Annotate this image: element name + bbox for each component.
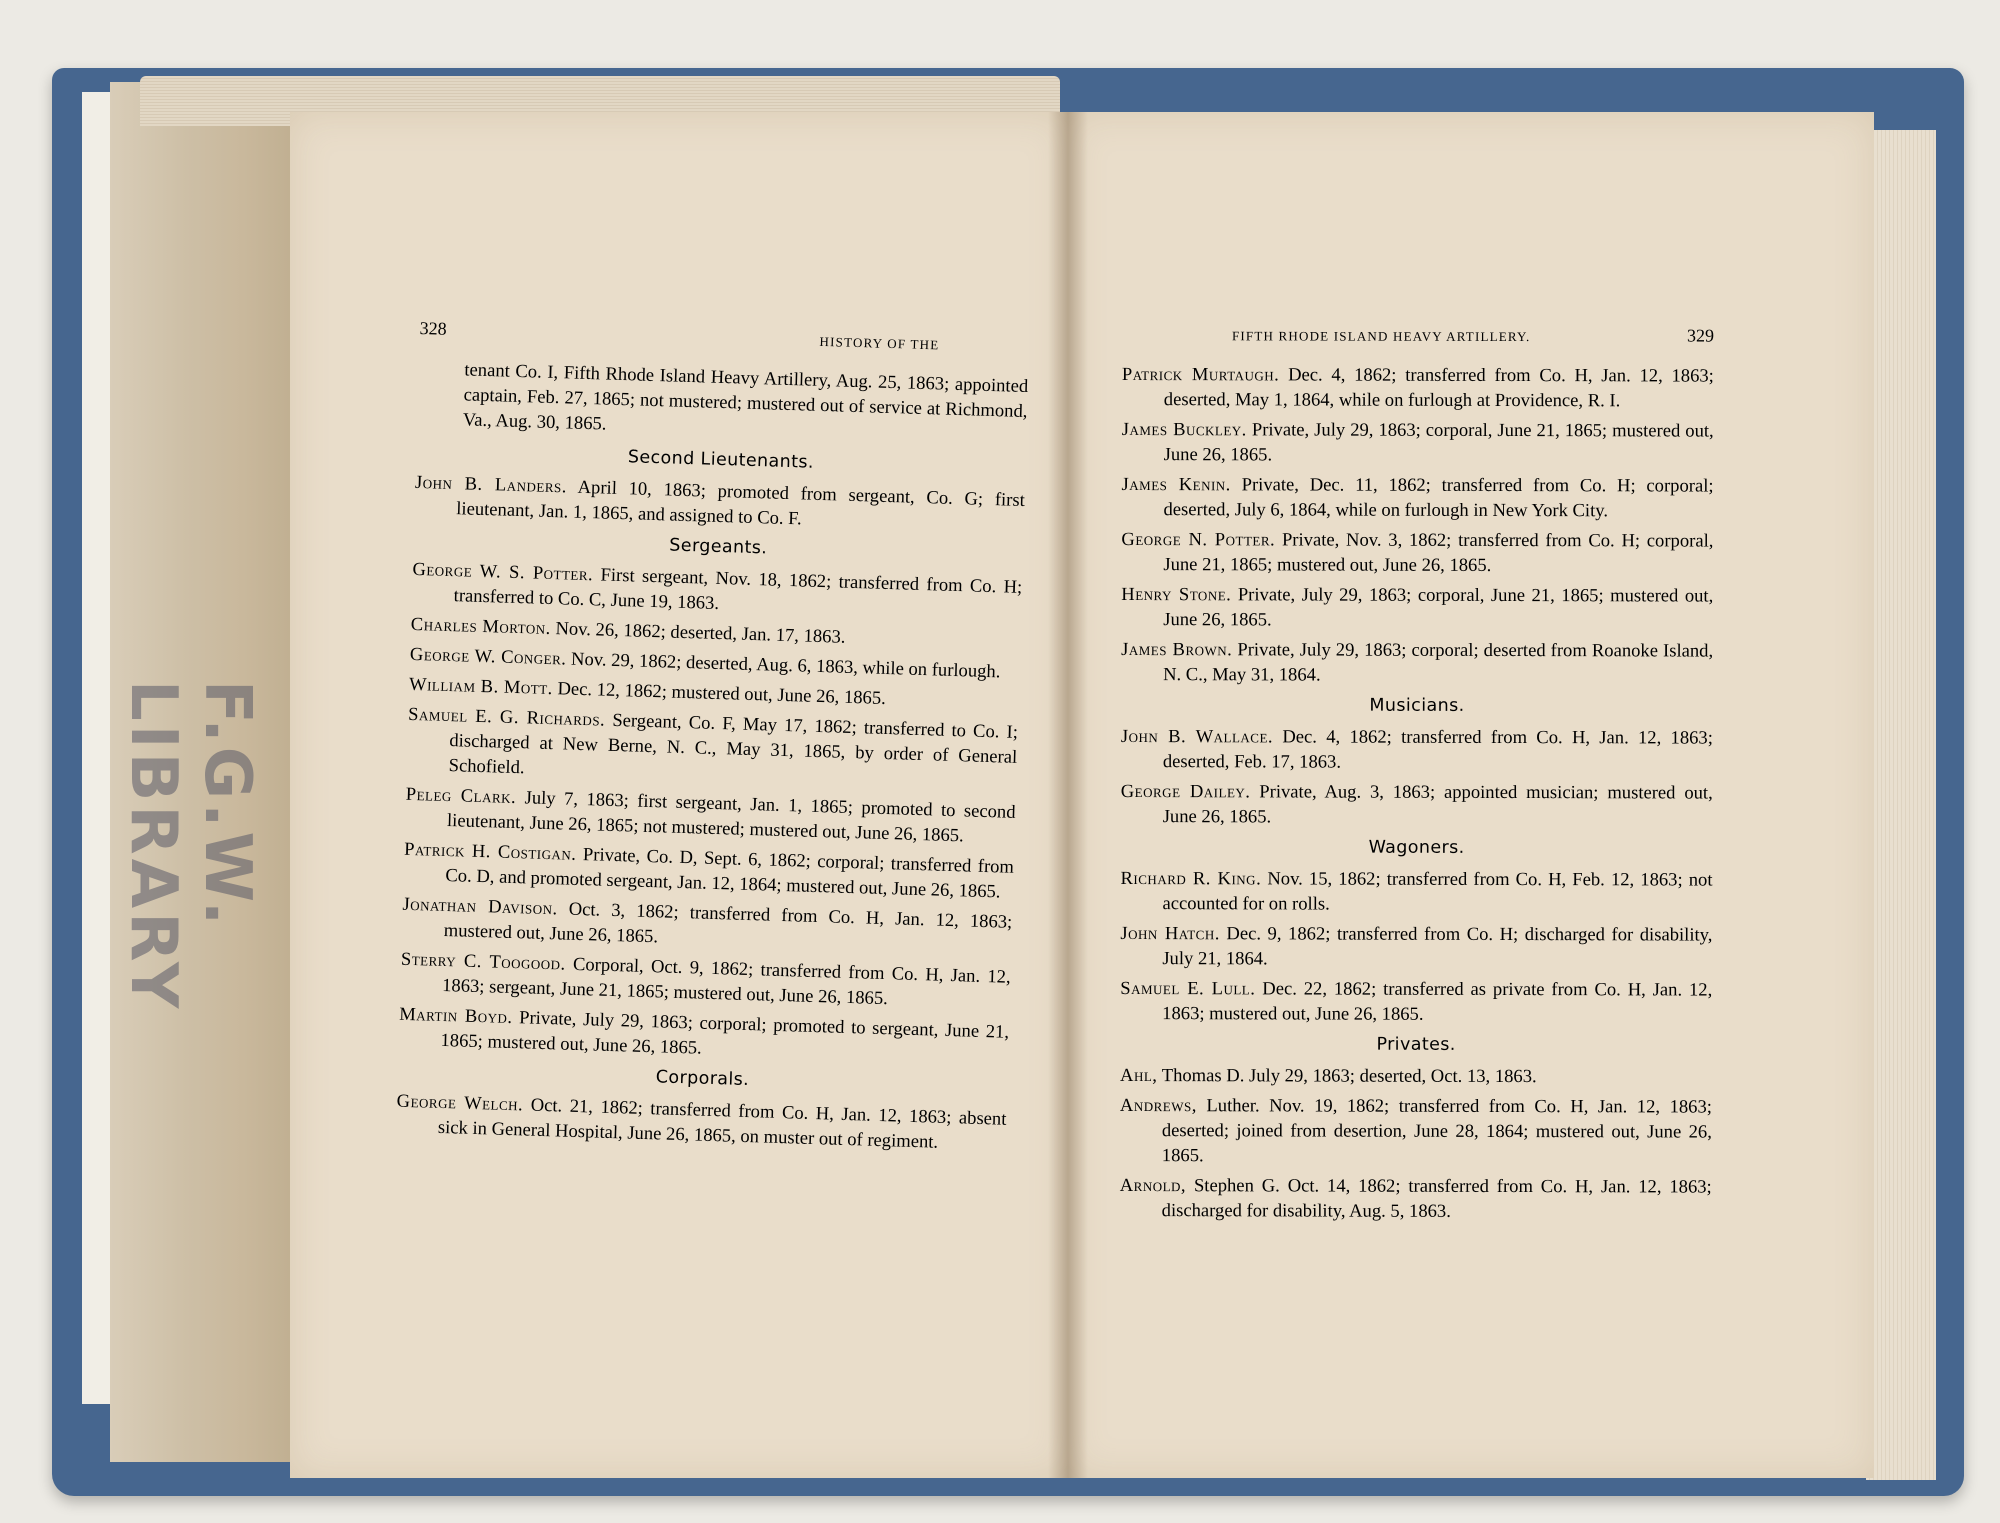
roster-entry: Peleg Clark. July 7, 1863; first sergeant, Jan. 1, 1865; promoted to second lieutenant, June 26, 1865; not mustered; mustered out, June 26, 1865. [405,783,1016,847]
section-heading-sergeants: Sergeants. [669,535,768,559]
section-heading-wagoners: Wagoners. [1368,837,1465,858]
section-heading-privates: Privates. [1376,1034,1456,1055]
roster-entry: John B. Wallace. Dec. 4, 1862; transferred from Co. H, Jan. 12, 1863; deserted, Feb. 17, 1863. [1120,725,1713,773]
page-edges-right [1866,130,1936,1480]
roster-entry: George W. S. Potter. First sergeant, Nov. 18, 1862; transferred from Co. H; transferred to Co. C, June 19, 1863. [412,558,1023,614]
roster-entry: James Buckley. Private, July 29, 1863; corporal, June 21, 1865; mustered out, June 26, 1865. [1121,418,1714,466]
right-running-head [1122,322,1714,350]
section-heading-corporals: Corporals. [655,1067,750,1091]
book-gutter [1048,112,1088,1478]
section-heading-second-lieutenants: Second Lieutenants. [627,447,815,473]
roster-entry: Samuel E. G. Richards. Sergeant, Co. F, May 17, 1862; transferred to Co. I; discharged at New Berne, N. C., May 31, 1865, by order of General Schofield. [407,703,1019,779]
section-heading-musicians: Musicians. [1369,695,1465,716]
page-number-right: 329 [1686,325,1714,346]
continuation-text: tenant Co. I, Fifth Rhode Island Heavy Artillery, Aug. 25, 1863; appointed captain, Feb. 27, 1865; not mustered; mustered out of service at Richmond, Va., Aug. 30, 1865. [462,359,1029,435]
roster-entry: John Hatch. Dec. 9, 1862; transferred from Co. H; discharged for disability, July 21, 1864. [1120,922,1713,970]
right-page-text [1120,322,1714,1230]
roster-entry: George Dailey. Private, Aug. 3, 1863; appointed musician; mustered out, June 26, 1865. [1120,780,1713,828]
roster-entry: James Brown. Private, July 29, 1863; corporal; deserted from Roanoke Island, N. C., May 31, 1864. [1121,638,1714,686]
roster-entry: Martin Boyd. Private, July 29, 1863; corporal; promoted to sergeant, June 21, 1865; mustered out, June 26, 1865. [398,1003,1010,1059]
roster-entry: John B. Landers. April 10, 1863; promoted from sergeant, Co. G; first lieutenant, Jan. 1, 1865, and assigned to Co. F. [414,471,1026,530]
running-head-left: HISTORY OF THE [819,333,940,353]
roster-entry: Andrews, Luther. Nov. 19, 1862; transferred from Co. H, Jan. 12, 1863; deserted; joined from desertion, June 28, 1864; mustered out, June 26, 1865. [1119,1094,1712,1167]
roster-entry: James Kenin. Private, Dec. 11, 1862; transferred from Co. H; corporal; deserted, July 6, 1864, while on furlough in New York City. [1121,473,1714,522]
roster-entry: Jonathan Davison. Oct. 3, 1862; transferred from Co. H, Jan. 12, 1863; mustered out, June 26, 1865. [402,893,1013,948]
roster-entry: George W. Conger. Nov. 29, 1862; deserted, Aug. 6, 1863, while on furlough. [409,643,1001,683]
roster-entry: Ahl, Thomas D. July 29, 1863; deserted, Oct. 13, 1863. [1119,1064,1537,1088]
roster-entry: George N. Potter. Private, Nov. 3, 1862; transferred from Co. H; corporal, June 21, 1865; mustered out, June 26, 1865. [1121,528,1714,576]
left-page-text [395,316,1029,1162]
page-number-left: 328 [419,317,447,339]
roster-entry: Richard R. King. Nov. 15, 1862; transferred from Co. H, Feb. 12, 1863; not accounted for on rolls. [1120,867,1713,915]
library-stamp: F.G.W. LIBRARY [116,680,264,1013]
roster-entry: Charles Morton. Nov. 26, 1862; deserted, Jan. 17, 1863. [410,613,846,648]
roster-entry: Sterry C. Toogood. Corporal, Oct. 9, 1862; transferred from Co. H, Jan. 12, 1863; sergeant, June 21, 1865; mustered out, June 26, 1865. [400,948,1011,1010]
roster-entry: Samuel E. Lull. Dec. 22, 1862; transferred as private from Co. H, Jan. 12, 1863; mustered out, June 26, 1865. [1120,977,1713,1025]
roster-entry: Patrick H. Costigan. Private, Co. D, Sept. 6, 1862; corporal; transferred from Co. D, and promoted sergeant, Jan. 12, 1864; mustered out, June 26, 1865. [403,838,1015,903]
roster-entry: Henry Stone. Private, July 29, 1863; corporal, June 21, 1865; mustered out, June 26, 1865. [1121,583,1714,631]
roster-entry: Arnold, Stephen G. Oct. 14, 1862; transferred from Co. H, Jan. 12, 1863; discharged for disability, Aug. 5, 1863. [1119,1174,1712,1222]
running-head-right: FIFTH RHODE ISLAND HEAVY ARTILLERY. [1231,328,1531,345]
roster-entry: Patrick Murtaugh. Dec. 4, 1862; transferred from Co. H, Jan. 12, 1863; deserted, May 1, 1864, while on furlough at Providence, R. I. [1121,363,1714,412]
roster-entry: George Welch. Oct. 21, 1862; transferred from Co. H, Jan. 12, 1863; absent sick in General Hospital, June 26, 1865, on muster out of regiment. [396,1090,1007,1153]
roster-entry: William B. Mott. Dec. 12, 1862; mustered out, June 26, 1865. [408,673,887,709]
